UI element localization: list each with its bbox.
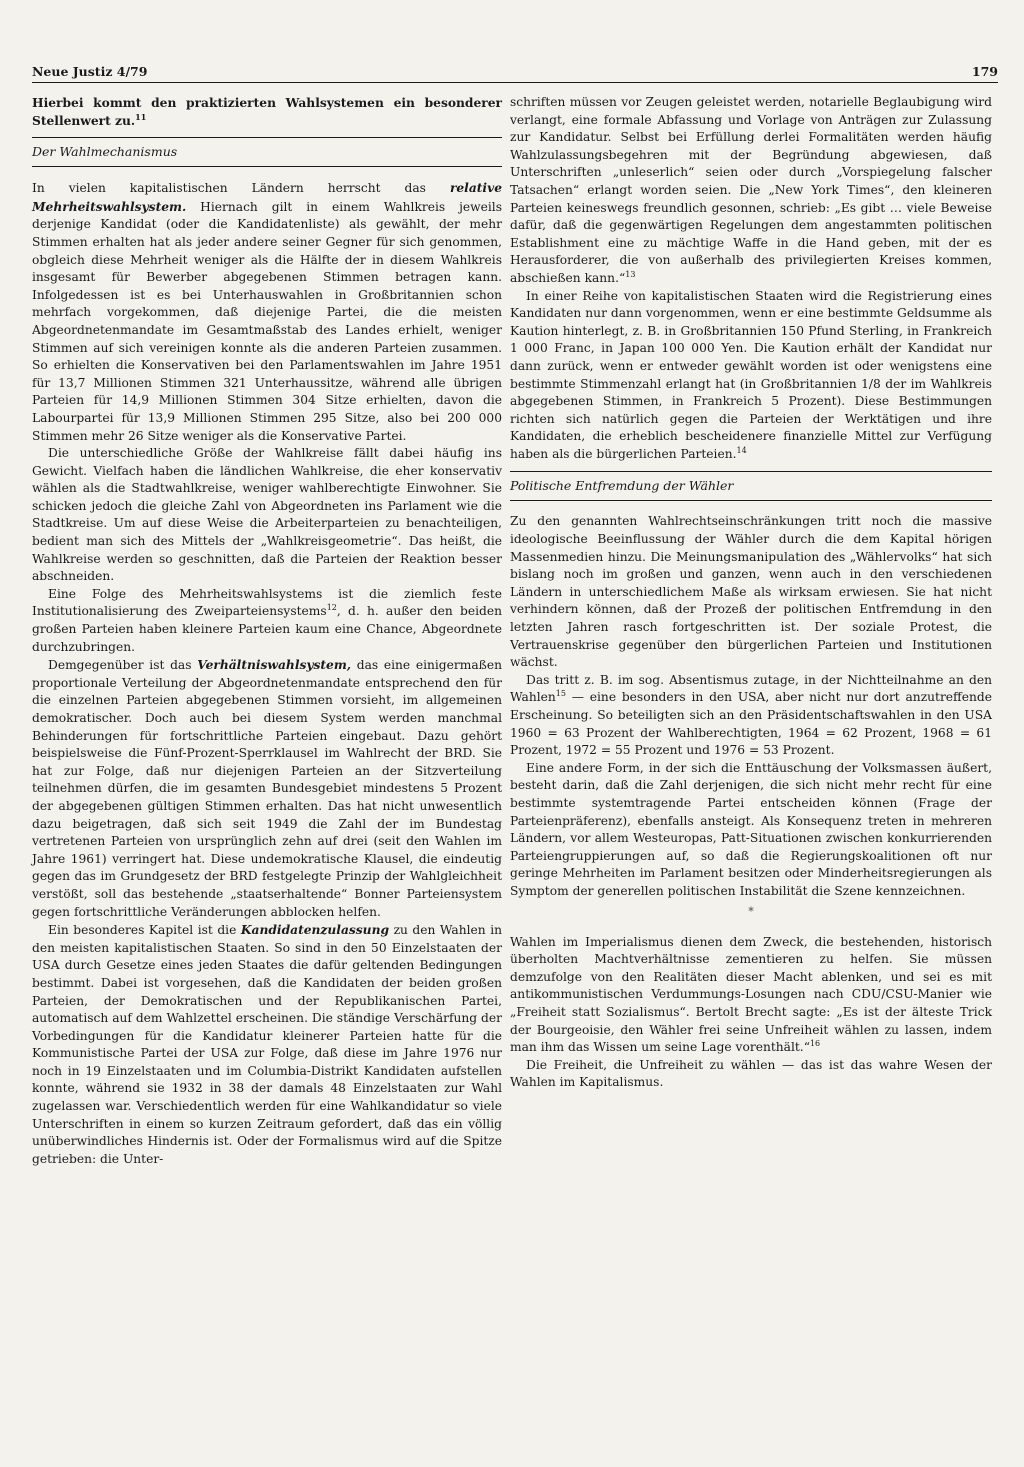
footnote-ref: 15 <box>555 689 566 699</box>
right-column <box>510 94 992 1092</box>
emphasis: Kandidatenzulassung <box>240 922 390 938</box>
footnote-ref: 13 <box>625 269 636 279</box>
intro-paragraph-end: Hierbei kommt den praktizierten Wahlsystemen ein besonderer Stellenwert zu.$^{11}$ <box>32 95 502 128</box>
paragraph: Das tritt z. B. im sog. Absentismus zutage, in der Nichtteilnahme an den Wahlen$^{15}$ — eine besonders in den USA, aber nicht nur dort anzutreffende Erscheinung. So beteiligten sich an den Präsidentschaftswahlen in den USA 1960 = 63 Prozent der Wahlberechtigten, 1964 = 62 Prozent, 1968 = 61 Prozent, 1972 = 55 Prozent und 1976 = 53 Prozent. <box>510 672 992 758</box>
page-number: 179 <box>971 64 998 79</box>
footnote-ref: 16 <box>809 1039 821 1049</box>
footnote-ref: 14 <box>736 445 747 455</box>
emphasis: relative Mehrheitswahlsystem. <box>32 180 502 214</box>
paragraph: Zu den genannten Wahlrechtseinschränkungen tritt noch die massive ideologische Beeinflussung der Wähler durch die dem Kapital hörigen Massenmedien hinzu. Die Meinungsmanipulation des „Wählervolks“ hat sich bislang noch im großen und ganzen, wenn auch in den verschiedenen Ländern in unterschiedlichem Maße als wirksam erwiesen. Sie hat nicht verhindern können, daß der Prozeß der politischen Entfremdung in den letzten Jahren rasch fortgeschritten ist. Der soziale Protest, die Vertrauenskrise gegenüber den bürgerlichen Parteien und Institutionen wächst. <box>510 514 992 670</box>
emphasis: Verhältniswahlsystem, <box>197 657 352 673</box>
paragraph: Die unterschiedliche Größe der Wahlkreise fällt dabei häufig ins Gewicht. Vielfach haben die ländlichen Wahlkreise, die eher konservativ wählen als die Stadtwahlkreise, weniger wahlberechtigte Einwohner. Sie schicken jedoch die gleiche Zahl von Abgeordneten ins Parlament wie die Stadtkreise. Um auf diese Weise die Arbeiterparteien zu benachteiligen, bedient man sich des Mittels der „Wahlkreisgeometrie“. Das heißt, die Wahlkreise werden so geschnitten, daß die Parteien der Reaktion besser abschneiden. <box>32 446 502 584</box>
paragraph: Ein besonderes Kapitel ist die Kandidatenzulassung zu den Wahlen in den meisten kapitalistischen Staaten. So sind in den 50 Einzelstaaten der USA durch Gesetze eines jeden Staates die dafür geltenden Bedingungen bestimmt. Dabei ist vorgesehen, daß die Kandidaten der beiden großen Parteien, der Demokratischen und der Republikanischen Partei, automatisch auf dem Wahlzettel erscheinen. Die ständige Verschärfung der Vorbedingungen für die Kandidatur kleinerer Parteien hatte für die Kommunistische Partei der USA zur Folge, daß diese im Jahre 1976 nur noch in 19 Einzelstaaten und im Columbia-Distrikt Kandidaten aufstellen konnte, während sie 1932 in 38 der damals 48 Einzelstaaten zur Wahl zugelassen war. Verschiedentlich werden für eine Wahlkandidatur so viele Unterschriften in einem so kurzen Zeitraum gefordert, daß das ein völlig unüberwindliches Hindernis ist. Oder der Formalismus wird auf die Spitze getrieben: die Unter- <box>32 922 502 1166</box>
paragraph: Demgegenüber ist das Verhältniswahlsystem, das eine einigermaßen proportionale Verteilung der Abgeordnetenmandate entsprechend den für die einzelnen Parteien abgegebenen Stimmen vorsieht, im allgemeinen demokratischer. Doch auch bei diesem System werden manchmal Behinderungen für fortschrittliche Parteien eingebaut. Dazu gehört beispielsweise die Fünf-Prozent-Sperrklausel im Wahlrecht der BRD. Sie hat zur Folge, daß nur diejenigen Parteien an der Sitzverteilung teilnehmen dürfen, die im gesamten Bundesgebiet mindestens 5 Prozent der abgegebenen gültigen Stimmen erhalten. Das hat nicht unwesentlich dazu beigetragen, daß sich seit 1949 die Zahl der im Bundestag vertretenen Parteien von ursprünglich zehn auf drei (seit den Wahlen im Jahre 1961) verringert hat. Diese undemokratische Klausel, die eindeutig gegen das im Grundgesetz der BRD festgelegte Prinzip der Wahlgleichheit verstößt, soll das bestehende „staatserhaltende“ Bonner Parteiensystem gegen fortschrittliche Veränderungen abblocken helfen. <box>32 657 502 919</box>
section-separator: * <box>748 904 754 918</box>
left-column <box>32 94 502 1168</box>
paragraph: schriften müssen vor Zeugen geleistet werden, notarielle Beglaubigung wird verlangt, eine formale Abfassung und Vorlage von Anträgen zur Zulassung zur Kandidatur. Selbst bei Erfüllung derlei Formalitäten werden häufig Wahlzulassungsbegehren mit der Begründung abgewiesen, daß Unterschriften „unleserlich“ seien oder durch „Vorspiegelung falscher Tatsachen“ erlangt worden seien. Die „New York Times“, den kleineren Parteien keineswegs freundlich gesonnen, schrieb: „Es gibt … viele Beweise dafür, daß die gegenwärtigen Regelungen dem angestammten politischen Establishment eine zu mächtige Waffe in die Hand geben, mit der es Herausforderer, die von außerhalb des privilegierten Kreises kommen, abschießen kann.“$^{13}$ <box>510 95 992 285</box>
running-header <box>32 60 998 83</box>
journal-issue: Neue Justiz 4/79 <box>32 64 148 79</box>
footnote-ref: 12 <box>326 603 337 613</box>
section-heading-entfremdung: Politische Entfremdung der Wähler <box>510 471 992 501</box>
paragraph: Wahlen im Imperialismus dienen dem Zweck, die bestehenden, historisch überholten Machtverhältnisse zementieren zu helfen. Sie müssen demzufolge von den Realitäten dieser Macht ablenken, und sei es mit antikommunistischen Verdummungs-Losungen nach CDU/CSU-Manier wie „Freiheit statt Sozialismus“. Bertolt Brecht sagte: „Es ist der älteste Trick der Bourgeoisie, den Wähler frei seine Unfreiheit wählen zu lassen, indem man ihm das Wissen um seine Lage vorenthält.“$^{16}$ <box>510 934 992 1055</box>
footnote-ref: 11 <box>135 111 147 122</box>
paragraph: Eine andere Form, in der sich die Enttäuschung der Volksmassen äußert, besteht darin, daß die Zahl derjenigen, die sich nicht mehr recht für eine bestimmte systemtragende Partei entscheiden können (Frage der Parteienpräferenz), ebenfalls ansteigt. Als Konsequenz treten in mehreren Ländern, vor allem Westeuropas, Patt-Situationen zwischen konkurrierenden Parteiengruppierungen auf, so daß die Regierungskoalitionen oft nur geringe Mehrheiten im Parlament besitzen oder Minderheitsregierungen als Symptom der generellen politischen Instabilität die Szene kennzeichnen. <box>510 760 992 898</box>
paragraph: Eine Folge des Mehrheitswahlsystems ist die ziemlich feste Institutionalisierung des Zweiparteiensystems$^{12}$, d. h. außer den beiden großen Parteien haben kleinere Parteien kaum eine Chance, Abgeordnete durchzubringen. <box>32 586 502 654</box>
paragraph: In einer Reihe von kapitalistischen Staaten wird die Registrierung eines Kandidaten nur dann vorgenommen, wenn er eine bestimmte Geldsumme als Kaution hinterlegt, z. B. in Großbritannien 150 Pfund Sterling, in Frankreich 1 000 Franc, in Japan 100 000 Yen. Die Kaution erhält der Kandidat nur dann zurück, wenn er entweder gewählt worden ist oder wenigstens eine bestimmte Stimmenzahl erlangt hat (in Großbritannien 1/8 der im Wahlkreis abgegebenen Stimmen, in Frankreich 5 Prozent). Diese Bestimmungen richten sich natürlich gegen die Parteien der Werktätigen und ihre Kandidaten, die erheblich bescheidenere finanzielle Mittel zur Verfügung haben als die bürgerlichen Parteien.$^{14}$ <box>510 288 992 461</box>
paragraph: In vielen kapitalistischen Ländern herrscht das relative Mehrheitswahlsystem. Hiernach gilt in einem Wahlkreis jeweils derjenige Kandidat (oder die Kandidatenliste) als gewählt, der mehr Stimmen erhalten hat als jeder andere seiner Gegner für sich genommen, obgleich diese Mehrheit weniger als die Hälfte der in diesem Wahlkreis insgesamt für Bewerber abgegebenen Stimmen betragen kann. Infolgedessen ist es bei Unterhauswahlen in Großbritannien schon mehrfach vorgekommen, daß diejenige Partei, die die meisten Abgeordnetenmandate im Gesamtmaßstab des Landes erhielt, weniger Stimmen auf sich vereinigen konnte als die anderen Parteien zusammen. So erhielten die Konservativen bei den Parlamentswahlen im Jahre 1951 für 13,7 Millionen Stimmen 321 Unterhaussitze, während alle übrigen Parteien für 14,9 Millionen Stimmen 304 Sitze erhielten, davon die Labourpartei für 13,9 Millionen Stimmen 295 Sitze, also bei 200 000 Stimmen mehr 26 Sitze weniger als die Konservative Partei. <box>32 180 502 443</box>
closing-paragraph: Die Freiheit, die Unfreiheit zu wählen — das ist das wahre Wesen der Wahlen im Kapitalismus. <box>510 1057 992 1090</box>
section-heading-wahlmechanismus: Der Wahlmechanismus <box>32 137 502 167</box>
